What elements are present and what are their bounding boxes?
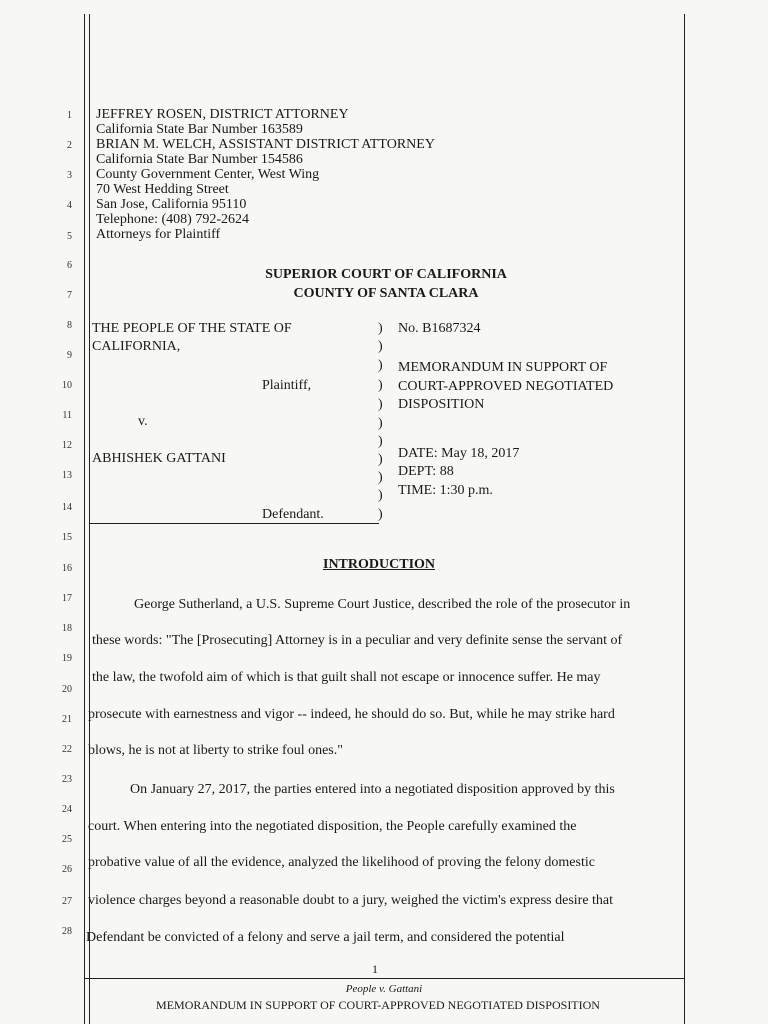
line-number: 20 — [62, 684, 72, 695]
body-line: prosecute with earnestness and vigor -- indeed, he should do so. But, while he may strike hard — [88, 707, 615, 722]
plaintiff-party-cont: CALIFORNIA, — [92, 339, 181, 354]
attorney-line: 70 West Hedding Street — [96, 182, 229, 197]
line-number: 17 — [62, 593, 72, 604]
line-number: 24 — [62, 804, 72, 815]
body-line: these words: "The [Prosecuting] Attorney is in a peculiar and very definite sense the servant of — [92, 633, 623, 648]
court-name: SUPERIOR COURT OF CALIFORNIA — [265, 267, 507, 282]
document-title-line: MEMORANDUM IN SUPPORT OF — [398, 360, 608, 375]
document-title-line: DISPOSITION — [398, 397, 485, 412]
caption-paren: ) — [378, 339, 383, 354]
attorney-line: Telephone: (408) 792-2624 — [96, 212, 249, 227]
caption-paren: ) — [378, 321, 383, 336]
defendant-name: ABHISHEK GATTANI — [92, 451, 226, 466]
left-margin-rule-outer — [84, 14, 85, 1024]
line-number: 26 — [62, 864, 72, 875]
footer-case-name: People v. Gattani — [345, 983, 423, 995]
line-number: 4 — [67, 200, 72, 211]
line-number: 5 — [67, 231, 72, 242]
line-number: 6 — [67, 260, 72, 271]
line-number: 21 — [62, 714, 72, 725]
line-number: 12 — [62, 440, 72, 451]
line-number: 13 — [62, 470, 72, 481]
caption-paren: ) — [378, 507, 383, 522]
line-number: 7 — [67, 290, 72, 301]
line-number: 2 — [67, 140, 72, 151]
body-line: probative value of all the evidence, analyzed the likelihood of proving the felony domestic — [88, 855, 595, 870]
attorney-line: JEFFREY ROSEN, DISTRICT ATTORNEY — [96, 107, 349, 122]
line-number: 11 — [62, 410, 72, 421]
attorney-line: California State Bar Number 154586 — [96, 152, 303, 167]
plaintiff-label: Plaintiff, — [262, 378, 312, 393]
defendant-label: Defendant. — [262, 507, 324, 522]
attorney-line: California State Bar Number 163589 — [96, 122, 303, 137]
page-number: 1 — [372, 962, 378, 976]
plaintiff-party: THE PEOPLE OF THE STATE OF — [92, 321, 292, 336]
caption-paren: ) — [378, 470, 383, 485]
line-number: 9 — [67, 350, 72, 361]
attorney-line: Attorneys for Plaintiff — [96, 227, 221, 242]
caption-paren: ) — [378, 452, 383, 467]
line-number: 25 — [62, 834, 72, 845]
caption-paren: ) — [378, 434, 383, 449]
footer-document-title: MEMORANDUM IN SUPPORT OF COURT-APPROVED NEGOTIATED DISPOSITION — [156, 998, 600, 1012]
line-number: 19 — [62, 653, 72, 664]
attorney-line: County Government Center, West Wing — [96, 167, 320, 182]
caption-paren: ) — [378, 358, 383, 373]
line-number: 14 — [62, 502, 72, 513]
line-number: 18 — [62, 623, 72, 634]
attorney-line: BRIAN M. WELCH, ASSISTANT DISTRICT ATTORNEY — [96, 137, 435, 152]
attorney-line: San Jose, California 95110 — [96, 197, 247, 212]
hearing-time: TIME: 1:30 p.m. — [398, 483, 493, 498]
line-number: 16 — [62, 563, 72, 574]
hearing-date: DATE: May 18, 2017 — [398, 446, 520, 461]
left-margin-rule-inner — [89, 14, 90, 1024]
line-number: 15 — [62, 532, 72, 543]
right-margin-rule — [684, 14, 685, 1024]
body-line: court. When entering into the negotiated disposition, the People carefully examined the — [88, 819, 577, 834]
caption-paren: ) — [378, 488, 383, 503]
court-county: COUNTY OF SANTA CLARA — [293, 286, 479, 301]
document-title-line: COURT-APPROVED NEGOTIATED — [398, 379, 614, 394]
body-line: violence charges beyond a reasonable doubt to a jury, weighed the victim's express desire that — [88, 893, 614, 908]
section-heading: INTRODUCTION — [323, 557, 436, 572]
body-line: On January 27, 2017, the parties entered into a negotiated disposition approved by this — [130, 782, 615, 797]
body-line: Defendant be convicted of a felony and serve a jail term, and considered the potential — [86, 930, 565, 945]
caption-underline — [89, 523, 379, 524]
line-number: 3 — [67, 170, 72, 181]
line-number: 10 — [62, 380, 72, 391]
line-number: 1 — [67, 110, 72, 121]
body-line: the law, the twofold aim of which is that guilt shall not escape or innocence suffer. He may — [92, 670, 601, 685]
line-number: 23 — [62, 774, 72, 785]
footer-rule — [84, 978, 684, 979]
body-line: George Sutherland, a U.S. Supreme Court Justice, described the role of the prosecutor in — [134, 597, 631, 612]
line-number: 28 — [62, 926, 72, 937]
versus-label: v. — [138, 414, 148, 429]
caption-paren: ) — [378, 416, 383, 431]
line-number: 27 — [62, 896, 72, 907]
body-line: blows, he is not at liberty to strike foul ones." — [88, 743, 343, 758]
case-number: No. B1687324 — [398, 321, 481, 336]
caption-paren: ) — [378, 378, 383, 393]
caption-paren: ) — [378, 397, 383, 412]
line-number: 8 — [67, 320, 72, 331]
hearing-dept: DEPT: 88 — [398, 464, 454, 479]
line-number: 22 — [62, 744, 72, 755]
